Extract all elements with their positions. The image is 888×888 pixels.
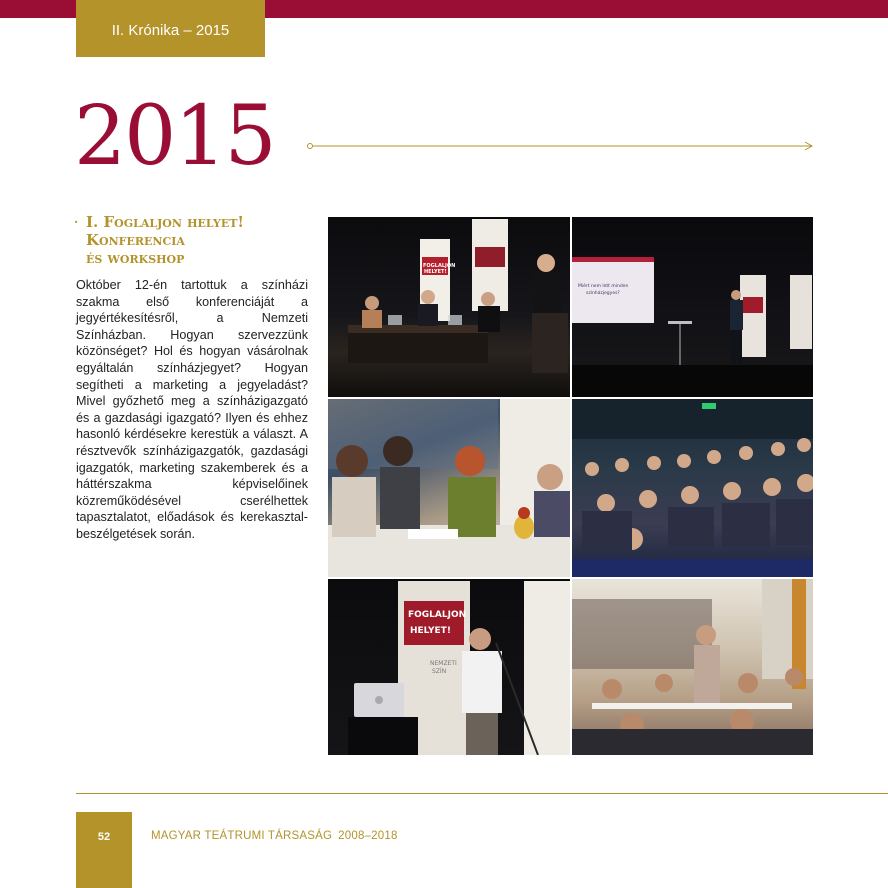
section-heading <box>74 213 304 267</box>
photo-speaker-presentation <box>572 217 813 397</box>
year-title: 2015 <box>74 89 275 184</box>
heading-line-1: I. Foglaljon helyet! <box>86 213 244 231</box>
section-body-text: Október 12-én tartottuk a színházi szakma első konferenciáját a jegyértékesítésről, a Nemzeti Színházban. Hogyan szervezzünk közönséget? Hol és hogyan vásárolnak egyáltalán színházjegyet? Hogyan segítheti a marketing a jegyeladást? Mivel győzhető meg a színházigazgató és a gazdasági igazgató? Ilyen és ehhez hasonló kérdésekre kerestük a választ. A résztvevők színházigazgatók, gazdasági igazgatók, marketing szakemberek és a háttérszakma képviselőinek közreműködésével cserélhettek tapasztalatot, előadások és kerekasztal-beszélgetések során. <box>76 278 308 541</box>
banner-text-1b: FOGLALJON <box>408 610 467 620</box>
year-arrow-rule <box>306 140 814 152</box>
heading-line-2: Konferencia <box>86 231 185 249</box>
photo-workshop-table <box>328 399 570 577</box>
banner-text-1: FOGLALJON <box>423 263 456 269</box>
heading-line-3: és workshop <box>86 249 185 267</box>
banner-text-4: SZÍN <box>432 668 447 675</box>
photo-speaker-microphone <box>328 579 570 755</box>
photo-workshop-room <box>572 579 813 755</box>
photo-grid <box>328 217 813 755</box>
screen-text-1: Miért nem lett minden <box>578 284 629 289</box>
photo-audience <box>572 399 813 577</box>
chapter-tab <box>76 0 265 57</box>
footer-publisher: MAGYAR TEÁTRUMI TÁRSASÁG <box>151 830 333 842</box>
screen-text-2: színházjegyes? <box>586 291 620 296</box>
heading-bullet: · <box>74 215 79 229</box>
banner-text-3: NEMZETI <box>430 660 457 667</box>
footer-rule <box>76 793 888 794</box>
arrow-start-dot <box>308 144 313 149</box>
banner-text-2b: HELYET! <box>410 626 451 636</box>
page-number: 52 <box>97 831 111 843</box>
chapter-title: II. Krónika – 2015 <box>111 22 230 39</box>
footer-years: 2008–2018 <box>338 830 398 842</box>
banner-text-2: HELYET! <box>424 269 447 275</box>
footer-text <box>151 830 398 842</box>
page-number-tab <box>76 812 132 888</box>
photo-panel-discussion <box>328 217 570 397</box>
